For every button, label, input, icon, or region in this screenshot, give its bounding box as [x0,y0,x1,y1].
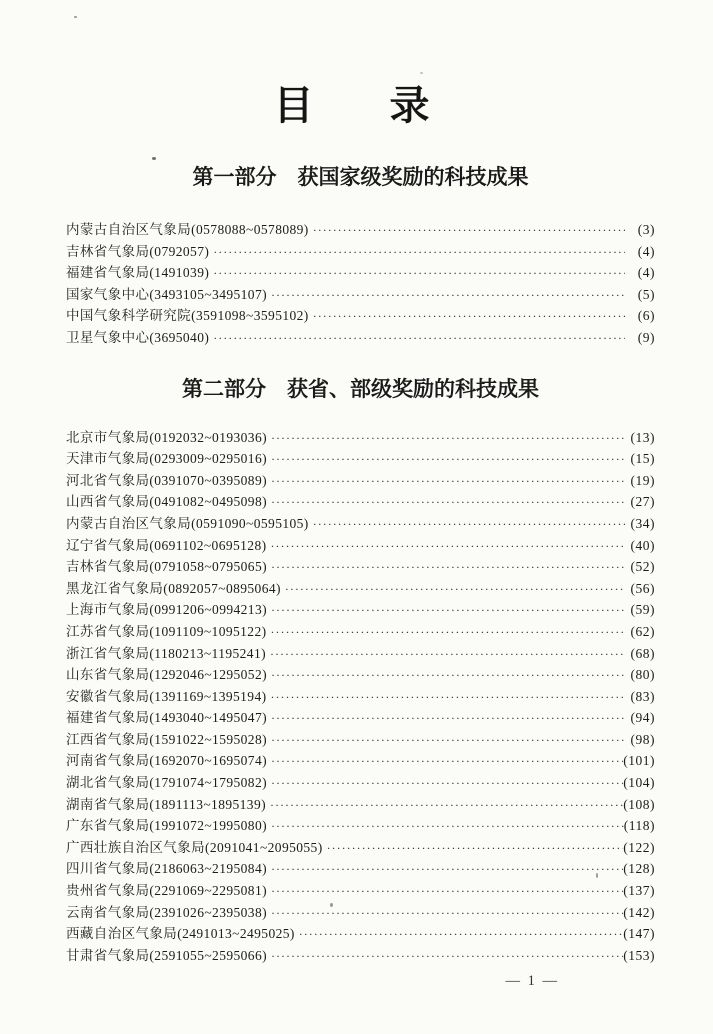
entry-name: 贵州省气象局(2291069~2295081) [66,883,267,899]
dot-leader [267,556,625,578]
entry-page-number: (5) [637,286,655,302]
entry-name: 天津市气象局(0293009~0295016) [66,451,267,467]
entry-page-number: (147) [623,926,655,942]
entry-name: 湖北省气象局(1791074~1795082) [66,775,267,791]
dot-leader [295,923,623,945]
section-provincial-awards [66,373,655,967]
dot-leader [267,707,625,729]
scan-speck [152,157,156,160]
dot-leader [323,837,624,859]
toc-entry [66,643,655,665]
toc-entry [66,599,655,621]
entry-name: 四川省气象局(2186063~2195084) [66,861,267,877]
entry-name: 安徽省气象局(1391169~1395194) [66,688,267,704]
toc-entry [66,750,655,772]
dot-leader [267,599,625,621]
entry-name: 黑龙江省气象局(0892057~0895064) [66,580,281,596]
scan-speck [74,16,77,18]
dot-leader [267,664,625,686]
toc-entry [66,427,655,449]
toc-entry [66,815,655,837]
toc-entry [66,729,655,751]
toc-entry [66,535,655,557]
entry-name: 湖南省气象局(1891113~1895139) [66,796,266,812]
entry-page-number: (52) [630,559,655,575]
entry-name: 吉林省气象局(0792057) [66,243,210,259]
entry-name: 山西省气象局(0491082~0495098) [66,494,267,510]
section-heading-national: 第一部分 获国家级奖励的科技成果 [192,165,529,189]
toc-list-national [66,219,655,349]
dot-leader [309,305,625,327]
entry-page-number: (62) [630,623,655,639]
dot-leader [267,945,623,967]
entry-name: 中国气象科学研究院(3591098~3595102) [66,308,309,324]
entry-name: 上海市气象局(0991206~0994213) [66,602,267,618]
toc-entry [66,491,655,513]
toc-entry [66,219,655,241]
entry-name: 江西省气象局(1591022~1595028) [66,731,267,747]
entry-page-number: (153) [623,947,655,963]
entry-name: 江苏省气象局(1091109~1095122) [66,623,267,639]
entry-name: 辽宁省气象局(0691102~0695128) [66,537,267,553]
entry-name: 国家气象中心(3493105~3495107) [66,286,267,302]
toc-entry [66,327,655,349]
entry-page-number: (80) [630,667,655,683]
toc-entry [66,902,655,924]
entry-name: 内蒙古自治区气象局(0591090~0595105) [66,515,309,531]
entry-name: 云南省气象局(2391026~2395038) [66,904,267,920]
entry-page-number: (94) [630,710,655,726]
toc-entry [66,707,655,729]
entry-page-number: (56) [630,580,655,596]
dot-leader [267,491,625,513]
entry-page-number: (101) [623,753,655,769]
toc-entry [66,686,655,708]
entry-name: 甘肃省气象局(2591055~2595066) [66,947,267,963]
toc-entry [66,241,655,263]
entry-name: 河北省气象局(0391070~0395089) [66,472,267,488]
page-title: 目 录 [273,83,448,128]
entry-page-number: (27) [630,494,655,510]
dot-leader [267,284,625,306]
toc-entry [66,837,655,859]
dot-leader [267,686,626,708]
dot-leader [266,643,625,665]
entry-name: 浙江省气象局(1180213~1195241) [66,645,266,661]
entry-name: 北京市气象局(0192032~0193036) [66,429,267,445]
dot-leader [267,427,625,449]
entry-name: 西藏自治区气象局(2491013~2495025) [66,926,295,942]
entry-page-number: (15) [630,451,655,467]
toc-entry [66,923,655,945]
toc-entry [66,945,655,967]
entry-page-number: (83) [630,688,655,704]
toc-list-provincial [66,427,655,967]
dot-leader [267,902,623,924]
entry-name: 内蒙古自治区气象局(0578088~0578089) [66,222,309,237]
entry-page-number: (98) [630,731,655,747]
entry-page-number: (122) [623,839,655,855]
toc-entry [66,794,655,816]
toc-entry [66,470,655,492]
entry-page-number: (68) [630,645,655,661]
dot-leader [267,621,626,643]
dot-leader [267,750,623,772]
entry-name: 福建省气象局(1493040~1495047) [66,710,267,726]
entry-page-number: (9) [637,329,655,345]
toc-entry [66,880,655,902]
section-heading-provincial: 第二部分 获省、部级奖励的科技成果 [182,376,539,401]
entry-page-number: (34) [630,515,655,531]
toc-entry [66,448,655,470]
entry-page-number: (40) [630,537,655,553]
toc-entry [66,284,655,306]
dot-leader [309,513,625,535]
dot-leader [209,327,625,349]
dot-leader [309,219,625,241]
entry-name: 福建省气象局(1491039) [66,265,210,281]
dot-leader [267,448,625,470]
dot-leader [267,729,625,751]
entry-page-number: (3) [637,222,655,237]
entry-page-number: (108) [623,796,655,812]
entry-page-number: (59) [630,602,655,618]
entry-name: 山东省气象局(1292046~1295052) [66,667,267,683]
dot-leader [267,535,626,557]
dot-leader [267,470,625,492]
entry-page-number: (142) [623,904,655,920]
entry-name: 河南省气象局(1692070~1695074) [66,753,267,769]
dot-leader [266,794,623,816]
section-national-awards [66,161,655,349]
toc-entry [66,621,655,643]
toc-entry [66,556,655,578]
dot-leader [281,578,625,600]
entry-name: 广西壮族自治区气象局(2091041~2095055) [66,839,323,855]
entry-name: 广东省气象局(1991072~1995080) [66,818,267,834]
entry-page-number: (128) [623,861,655,877]
entry-page-number: (13) [630,429,655,445]
entry-page-number: (137) [623,883,655,899]
toc-entry [66,858,655,880]
entry-page-number: (6) [637,308,655,324]
toc-entry [66,772,655,794]
entry-page-number: (104) [623,775,655,791]
entry-name: 卫星气象中心(3695040) [66,329,210,345]
dot-leader [267,858,623,880]
entry-page-number: (4) [637,265,655,281]
entry-page-number: (19) [630,472,655,488]
toc-entry [66,664,655,686]
toc-entry [66,513,655,535]
toc-entry [66,305,655,327]
dot-leader [267,815,624,837]
entry-page-number: (118) [623,818,655,834]
dot-leader [209,262,625,284]
entry-name: 吉林省气象局(0791058~0795065) [66,559,267,575]
dot-leader [267,772,623,794]
dot-leader [267,880,623,902]
toc-entry [66,578,655,600]
toc-entry [66,262,655,284]
entry-page-number: (4) [637,243,655,259]
page-number-footer: — 1 — [505,973,559,990]
dot-leader [209,241,625,263]
